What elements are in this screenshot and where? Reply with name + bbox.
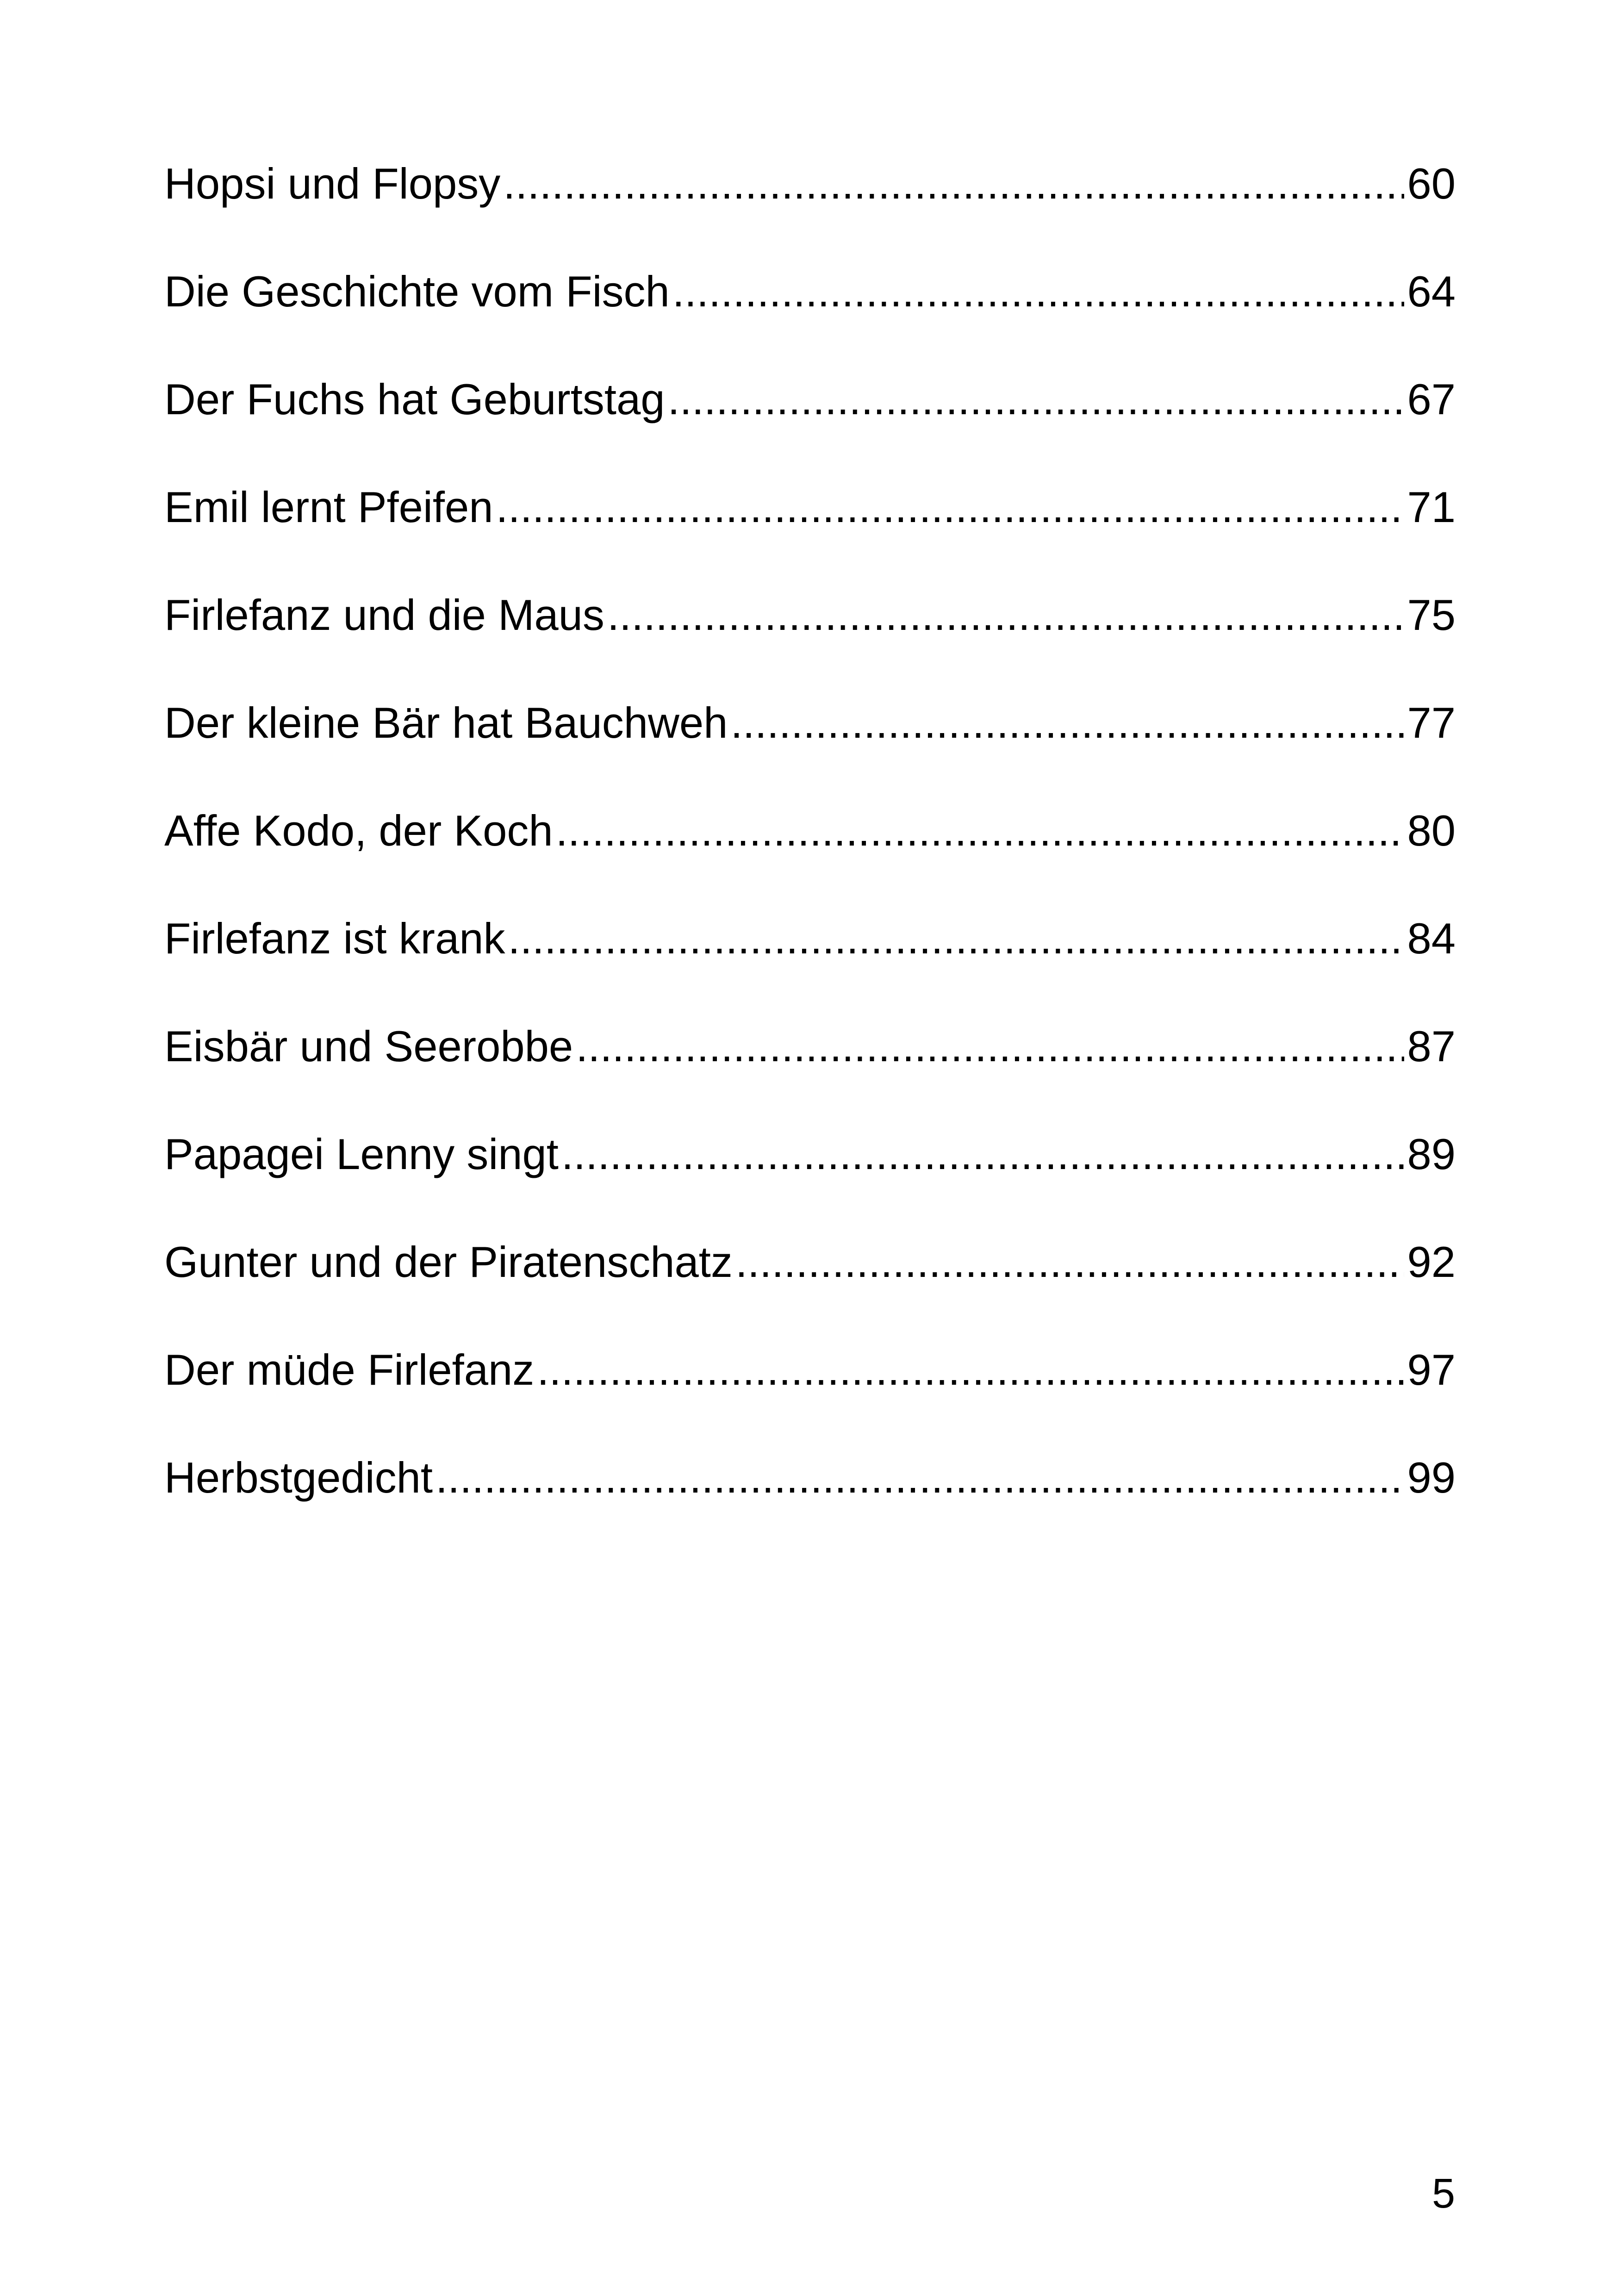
toc-entry xyxy=(164,1240,1456,1348)
toc-entry-page: 60 xyxy=(1407,159,1456,208)
toc-entry xyxy=(164,1022,1456,1132)
toc-dot-leader xyxy=(496,485,1405,529)
toc-entry xyxy=(164,914,1456,1025)
toc-entry-page: 99 xyxy=(1407,1453,1456,1502)
page-number: 5 xyxy=(1431,2171,1455,2217)
toc-dot-leader xyxy=(556,809,1405,852)
toc-entry-page: 84 xyxy=(1407,914,1456,963)
toc-entry-page: 92 xyxy=(1407,1238,1456,1286)
toc-entry-title: Hopsi und Flopsy xyxy=(164,159,501,208)
toc-entry-page: 89 xyxy=(1407,1130,1456,1178)
toc-entry xyxy=(164,806,1456,917)
toc-entry-title: Papagei Lenny singt xyxy=(164,1130,559,1178)
toc-entry-title: Emil lernt Pfeifen xyxy=(164,483,493,531)
table-of-contents xyxy=(164,159,1456,1564)
toc-entry xyxy=(164,267,1456,378)
toc-dot-leader xyxy=(576,1025,1404,1068)
toc-entry xyxy=(164,698,1456,809)
toc-entry xyxy=(164,485,1456,593)
toc-entry xyxy=(164,1132,1456,1240)
toc-entry xyxy=(164,375,1456,485)
toc-dot-leader xyxy=(436,1456,1404,1500)
toc-entry-title: Firlefanz und die Maus xyxy=(164,591,604,639)
toc-entry-page: 97 xyxy=(1407,1345,1456,1394)
toc-entry-page: 80 xyxy=(1407,806,1456,855)
toc-entry xyxy=(164,159,1456,270)
toc-entry-page: 64 xyxy=(1407,267,1456,316)
toc-dot-leader xyxy=(561,1132,1405,1176)
toc-entry xyxy=(164,593,1456,701)
toc-entry-title: Affe Kodo, der Koch xyxy=(164,806,553,855)
toc-entry-title: Der kleine Bär hat Bauchweh xyxy=(164,698,728,747)
toc-dot-leader xyxy=(607,593,1405,637)
toc-entry-title: Der Fuchs hat Geburtstag xyxy=(164,375,665,423)
toc-entry xyxy=(164,1345,1456,1456)
toc-dot-leader xyxy=(672,270,1405,313)
toc-entry-title: Die Geschichte vom Fisch xyxy=(164,267,670,316)
toc-entry-page: 87 xyxy=(1407,1022,1456,1070)
toc-dot-leader xyxy=(503,162,1404,205)
toc-dot-leader xyxy=(668,378,1405,421)
toc-entry-title: Gunter und der Piratenschatz xyxy=(164,1238,733,1286)
toc-dot-leader xyxy=(730,701,1404,745)
toc-entry-page: 67 xyxy=(1407,375,1456,423)
toc-entry-title: Herbstgedicht xyxy=(164,1453,433,1502)
toc-entry-title: Der müde Firlefanz xyxy=(164,1345,535,1394)
toc-dot-leader xyxy=(537,1348,1404,1392)
toc-entry xyxy=(164,1453,1456,1564)
toc-dot-leader xyxy=(735,1240,1405,1284)
toc-entry-title: Eisbär und Seerobbe xyxy=(164,1022,573,1070)
toc-entry-page: 71 xyxy=(1407,483,1456,531)
toc-dot-leader xyxy=(508,917,1405,960)
toc-entry-title: Firlefanz ist krank xyxy=(164,914,505,963)
toc-entry-page: 75 xyxy=(1407,591,1456,639)
toc-entry-page: 77 xyxy=(1407,698,1456,747)
